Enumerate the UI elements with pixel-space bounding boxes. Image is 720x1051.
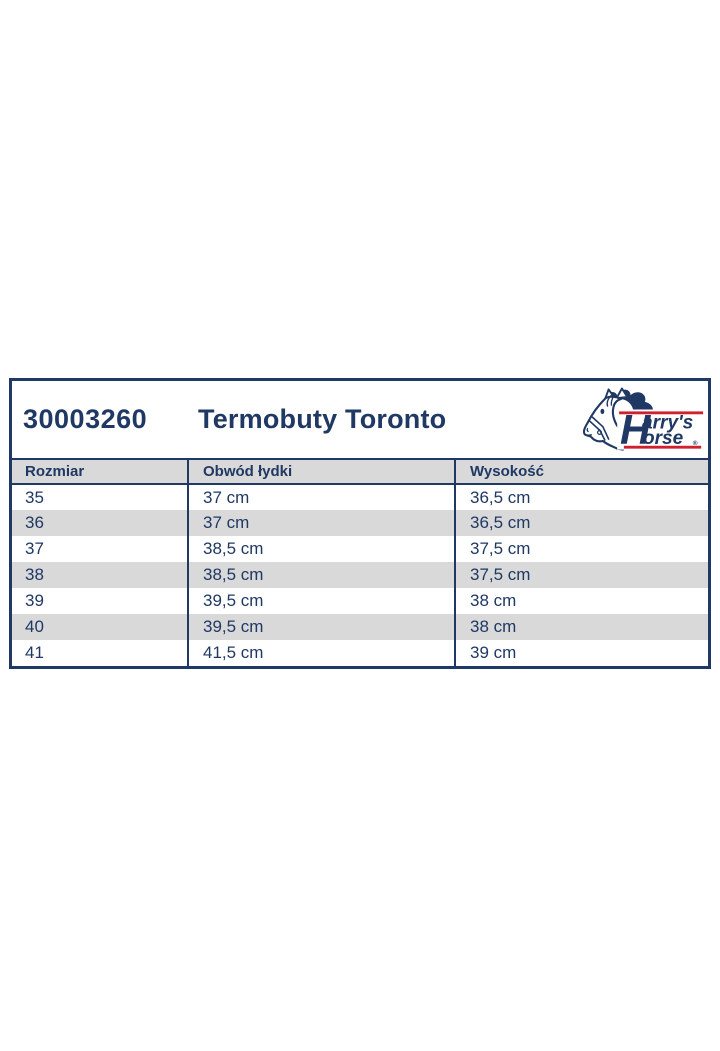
harrys-horse-logo-graphic [579,386,705,454]
horse-head-outline [584,396,623,449]
calf-cell: 39,5 cm [188,614,455,640]
calf-cell: 38,5 cm [188,562,455,588]
size-cell: 38 [25,565,44,584]
column-header-calf: Obwód łydki [188,459,455,484]
table-row [12,562,708,588]
height-cell: 36,5 cm [455,510,708,536]
size-cell: 36 [25,513,44,532]
size-cell: 37 [25,539,44,558]
calf-cell: 37 cm [188,484,455,510]
brand-logo [579,384,708,456]
height-cell: 37,5 cm [455,536,708,562]
height-cell: 38 cm [455,588,708,614]
table-row [12,614,708,640]
title-bar [12,381,708,458]
height-cell: 38 cm [455,614,708,640]
calf-cell: 38,5 cm [188,536,455,562]
brand-letter-h: H [620,405,651,453]
size-cell: 39 [25,591,44,610]
column-header-height: Wysokość [455,459,708,484]
height-cell: 36,5 cm [455,484,708,510]
table-row [12,484,708,510]
table-row [12,640,708,666]
size-cell: 41 [25,643,44,662]
height-cell: 37,5 cm [455,562,708,588]
table-header-row [12,459,708,484]
brand-registered-mark: ® [692,439,698,447]
size-cell: 35 [25,487,44,507]
calf-cell: 37 cm [188,510,455,536]
calf-cell: 41,5 cm [188,640,455,666]
calf-cell: 39,5 cm [188,588,455,614]
column-header-size: Rozmiar [12,459,188,484]
table-row [12,588,708,614]
table-row [12,510,708,536]
table-row [12,536,708,562]
product-code: 30003260 [23,404,148,434]
horse-eye [600,408,604,413]
height-cell: 39 cm [455,640,708,666]
size-chart-card [9,378,711,669]
size-table [12,458,708,666]
brand-line1: arry's [642,412,694,434]
brand-line2: orse [642,427,684,449]
size-cell: 40 [25,617,44,636]
product-title: Termobuty Toronto [198,404,447,434]
